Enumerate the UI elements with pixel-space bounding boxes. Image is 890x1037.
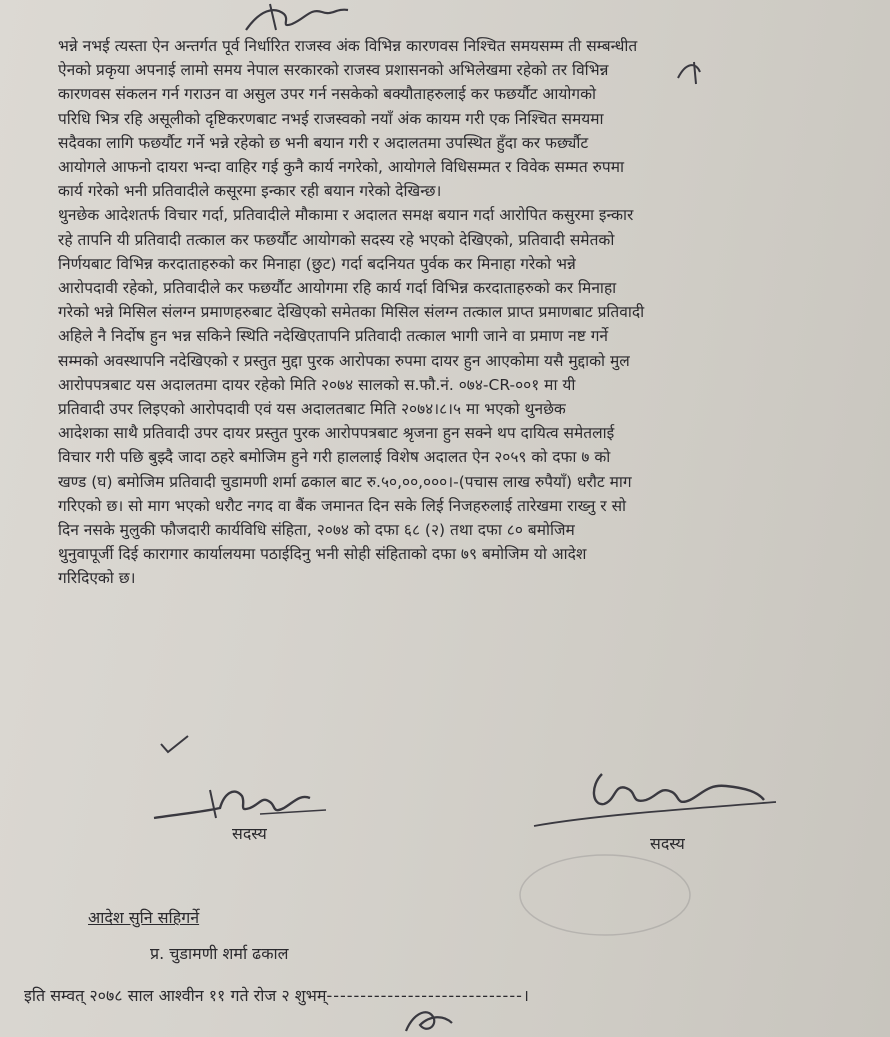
body-line: कारणवस संकलन गर्न गराउन वा असुल उपर गर्न नसकेको बक्यौताहरुलाई कर फछर्यौट आयोगको [58, 85, 597, 104]
body-line: आदेशका साथै प्रतिवादी उपर दायर प्रस्तुत पुरक आरोपपत्रबाट श्रृजना हुन सक्ने थप दायित्व समेतलाई [58, 424, 615, 443]
body-line: खण्ड (घ) बमोजिम प्रतिवादी चुडामणी शर्मा ढकाल बाट रु.५०,००,०००।-(पचास लाख रुपैयाँ) धरौट माग [58, 472, 632, 491]
date-dashes: -----------------------------। [326, 986, 530, 1005]
body-line: परिधि भित्र रहि असूलीको दृष्टिकरणबाट नभई राजस्वको नयाँ अंक कायम गरी एक निश्चित समयमा [58, 109, 604, 128]
date-line [24, 984, 530, 1006]
right-signature [530, 766, 780, 836]
body-line: गरिएको छ। सो माग भएको धरौट नगद वा बैंक जमानत दिन सके लिई निजहरुलाई तारेखमा राख्नु र सो [58, 496, 627, 515]
order-body-text [58, 34, 858, 591]
body-line: आयोगले आफनो दायरा भन्दा वाहिर गई कुनै कार्य नगरेको, आयोगले विधिसम्मत र विवेक सम्मत रुपमा [58, 158, 625, 177]
date-text: इति सम्वत् २०७८ साल आश्वीन ११ गते रोज २ शुभम् [24, 986, 327, 1005]
body-line: विचार गरी पछि बुझ्दै जादा ठहरे बमोजिम हुने गरी हाललाई विशेष अदालत ऐन २०५९ को दफा ७ को [58, 448, 611, 467]
right-member-label: सदस्य [650, 834, 685, 853]
body-line: कार्य गरेको भनी प्रतिवादीले कसूरमा इन्कार रही बयान गरेको देखिन्छ। [58, 182, 442, 201]
body-line: सम्मको अवस्थापनि नदेखिएको र प्रस्तुत मुद्दा पुरक आरोपका रुपमा दायर हुन आएकोमा यसै मुद्दाको मुल [58, 351, 630, 370]
body-line: दिन नसके मुलुकी फौजदारी कार्यविधि संहिता, २०७४ को दफा ६८ (२) तथा दफा ८० बमोजिम [58, 521, 575, 540]
left-member-label: सदस्य [232, 824, 267, 843]
body-line: थुनछेक आदेशतर्फ विचार गर्दा, प्रतिवादीले मौकामा र अदालत समक्ष बयान गर्दा आरोपित कसुरमा इन्कार [58, 206, 634, 225]
body-line: ऐनको प्रकृया अपनाई लामो समय नेपाल सरकारको राजस्व प्रशासनको अभिलेखमा रहेको तर विभिन्न [58, 61, 609, 80]
body-line: निर्णयबाट विभिन्न करदाताहरुको कर मिनाहा (छुट) गर्दा बदनियत पुर्वक कर मिनाहा गरेको भन्ने [58, 254, 576, 273]
body-line: भन्ने नभई त्यस्ता ऐन अन्तर्गत पूर्व निर्धारित राजस्व अंक विभिन्न कारणवस निश्चित समयसम्म ती सम्बन्धीत [58, 37, 638, 55]
check-mark [158, 732, 192, 756]
body-line: थुनुवापूर्जी दिई कारागार कार्यालयमा पठाईदिनु भनी सोही संहिताको दफा ७९ बमोजिम यो आदेश [58, 545, 587, 564]
body-line: अहिले नै निर्दोष हुन भन्न सकिने स्थिति नदेखिएतापनि प्रतिवादी तत्काल भागी जाने वा प्रमाण नष्ट गर्ने [58, 327, 609, 346]
left-signature [150, 778, 330, 828]
body-line: गरेको भन्ने मिसिल संलग्न प्रमाणहरुबाट देखिएको समेतका मिसिल संलग्न तत्काल प्राप्त प्रमाणबाट प्रतिवादी [58, 303, 645, 322]
top-initial-mark [240, 0, 370, 36]
body-line: प्रतिवादी उपर लिइएको आरोपदावी एवं यस अदालतबाट मिति २०७४।८।५ मा भएको थुनछेक [58, 400, 566, 419]
body-line: सदैवका लागि फछर्यौट गर्ने भन्ने रहेको छ भनी बयान गरी र अदालतमा उपस्थित हुँदा कर फर्छ्यौट [58, 133, 589, 152]
order-heading: आदेश सुनि सहिगर्ने [88, 908, 200, 927]
defendant-name: प्र. चुडामणी शर्मा ढकाल [150, 944, 289, 963]
body-line: रहे तापनि यी प्रतिवादी तत्काल कर फछर्यौट आयोगको सदस्य रहे भएको देखिएको, प्रतिवादी समेतको [58, 230, 615, 249]
bottom-mark [400, 1005, 460, 1037]
body-line: आरोपदावी रहेको, प्रतिवादीले कर फछर्यौट आयोगमा रहि कार्य गर्दा विभिन्न करदाताहरुको कर मिनाहा [58, 279, 617, 298]
body-line: गरिदिएको छ। [58, 569, 136, 588]
faded-stamp [510, 845, 700, 945]
body-line: आरोपपत्रबाट यस अदालतमा दायर रहेको मिति २०७४ सालको स.फौ.नं. ०७४-CR-००१ मा यी [58, 375, 576, 394]
